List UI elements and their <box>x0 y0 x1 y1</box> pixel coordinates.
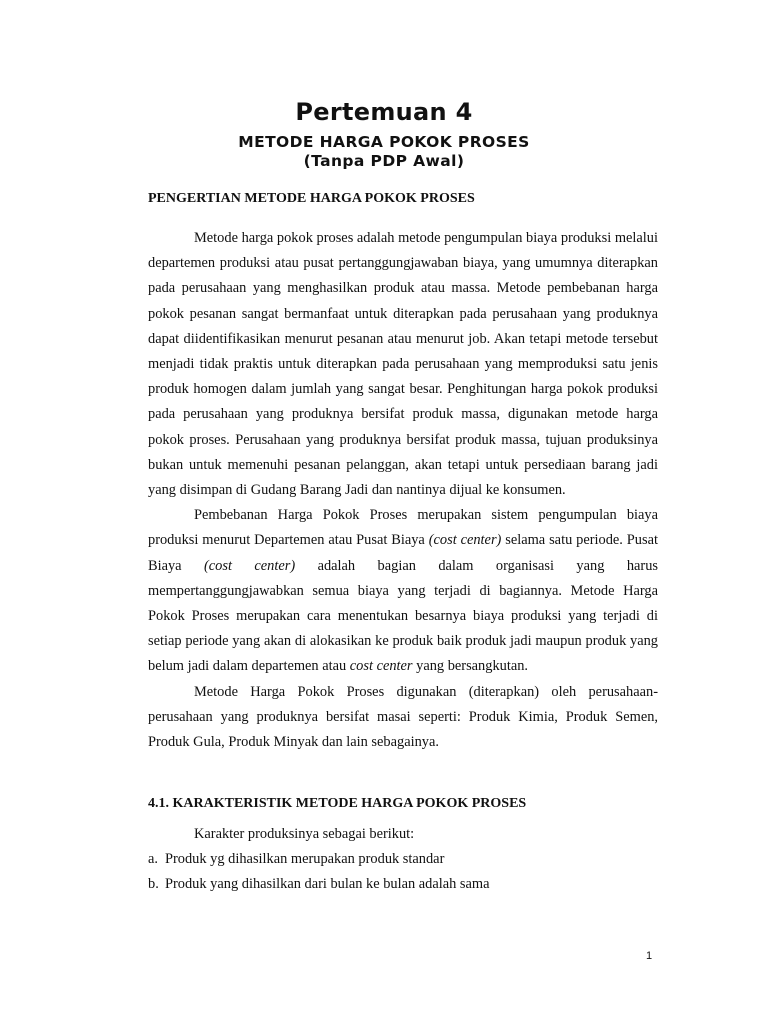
paragraph-2 <box>148 503 658 679</box>
subtitle-main: METODE HARGA POKOK PROSES <box>238 133 530 151</box>
list-item <box>148 872 658 897</box>
page-number: 1 <box>646 950 653 962</box>
paragraph-2-part-a: Pembebanan Harga Pokok Proses merupakan sistem pengumpulan biaya produksi menurut Departemen atau Pusat Biaya <box>148 507 658 549</box>
characteristics-list <box>148 822 658 898</box>
paragraph-1: Metode harga pokok proses adalah metode pengumpulan biaya produksi melalui departemen produksi atau pusat pertanggungjawaban biaya, yang umumnya diterapkan pada perusahaan yang menghasilkan produk atau massa. Metode pembebanan harga pokok pesanan sangat bermanfaat untuk diterapkan pada perusahaan yang produknya dapat diidentifikasikan menurut pesanan atau menurut job. Akan tetapi metode tersebut menjadi tidak praktis untuk diterapkan pada perusahaan yang memproduksi satu jenis produk homogen dalam jumlah yang sangat besar. Penghitungan harga pokok produksi pada perusahaan yang produknya bersifat produk massa, digunakan metode harga pokok proses. Perusahaan yang produknya bersifat produk massa, tujuan produksinya bukan untuk memenuhi pesanan pelanggan, akan tetapi untuk persediaan barang jadi yang disimpan di Gudang Barang Jadi dan nantinya dijual ke konsumen. <box>148 230 658 499</box>
list-item-text: Produk yg dihasilkan merupakan produk standar <box>165 851 445 868</box>
paragraph-2-part-c: adalah bagian dalam organisasi yang harus mempertanggungjawabkan semua biaya yang terjadi di bagiannya. Metode Harga Pokok Proses merupakan cara menentukan besarnya biaya produksi yang terjadi di setiap periode yang akan di alokasikan ke produk baik produk jadi maupun produk yang belum jadi dalam departemen atau <box>148 557 659 675</box>
list-marker: a. <box>148 851 158 868</box>
page-title: Pertemuan 4 <box>295 98 473 126</box>
list-item-text: Produk yang dihasilkan dari bulan ke bulan adalah sama <box>165 876 490 893</box>
cost-center-term: (cost center) <box>428 532 502 549</box>
paragraph-2-part-b: selama satu periode. Pusat Biaya <box>148 532 658 574</box>
cost-center-term: (cost center) <box>204 557 296 574</box>
paragraph-2-part-d: yang bersangkutan. <box>412 658 529 675</box>
section-heading-pengertian: PENGERTIAN METODE HARGA POKOK PROSES <box>148 191 475 206</box>
list-item <box>148 847 658 872</box>
list-intro: Karakter produksinya sebagai berikut: <box>194 826 415 842</box>
section-heading-karakteristik: 4.1. KARAKTERISTIK METODE HARGA POKOK PROSES <box>148 796 527 811</box>
subtitle-note: (Tanpa PDP Awal) <box>303 152 465 170</box>
paragraph-3: Metode Harga Pokok Proses digunakan (diterapkan) oleh perusahaan-perusahaan yang produknya bersifat masai seperti: Produk Kimia, Produk Semen, Produk Gula, Produk Minyak dan lain sebagainya. <box>148 683 658 751</box>
list-marker: b. <box>148 876 159 893</box>
section-body-pengertian <box>148 226 658 755</box>
cost-center-term: cost center <box>349 658 413 675</box>
